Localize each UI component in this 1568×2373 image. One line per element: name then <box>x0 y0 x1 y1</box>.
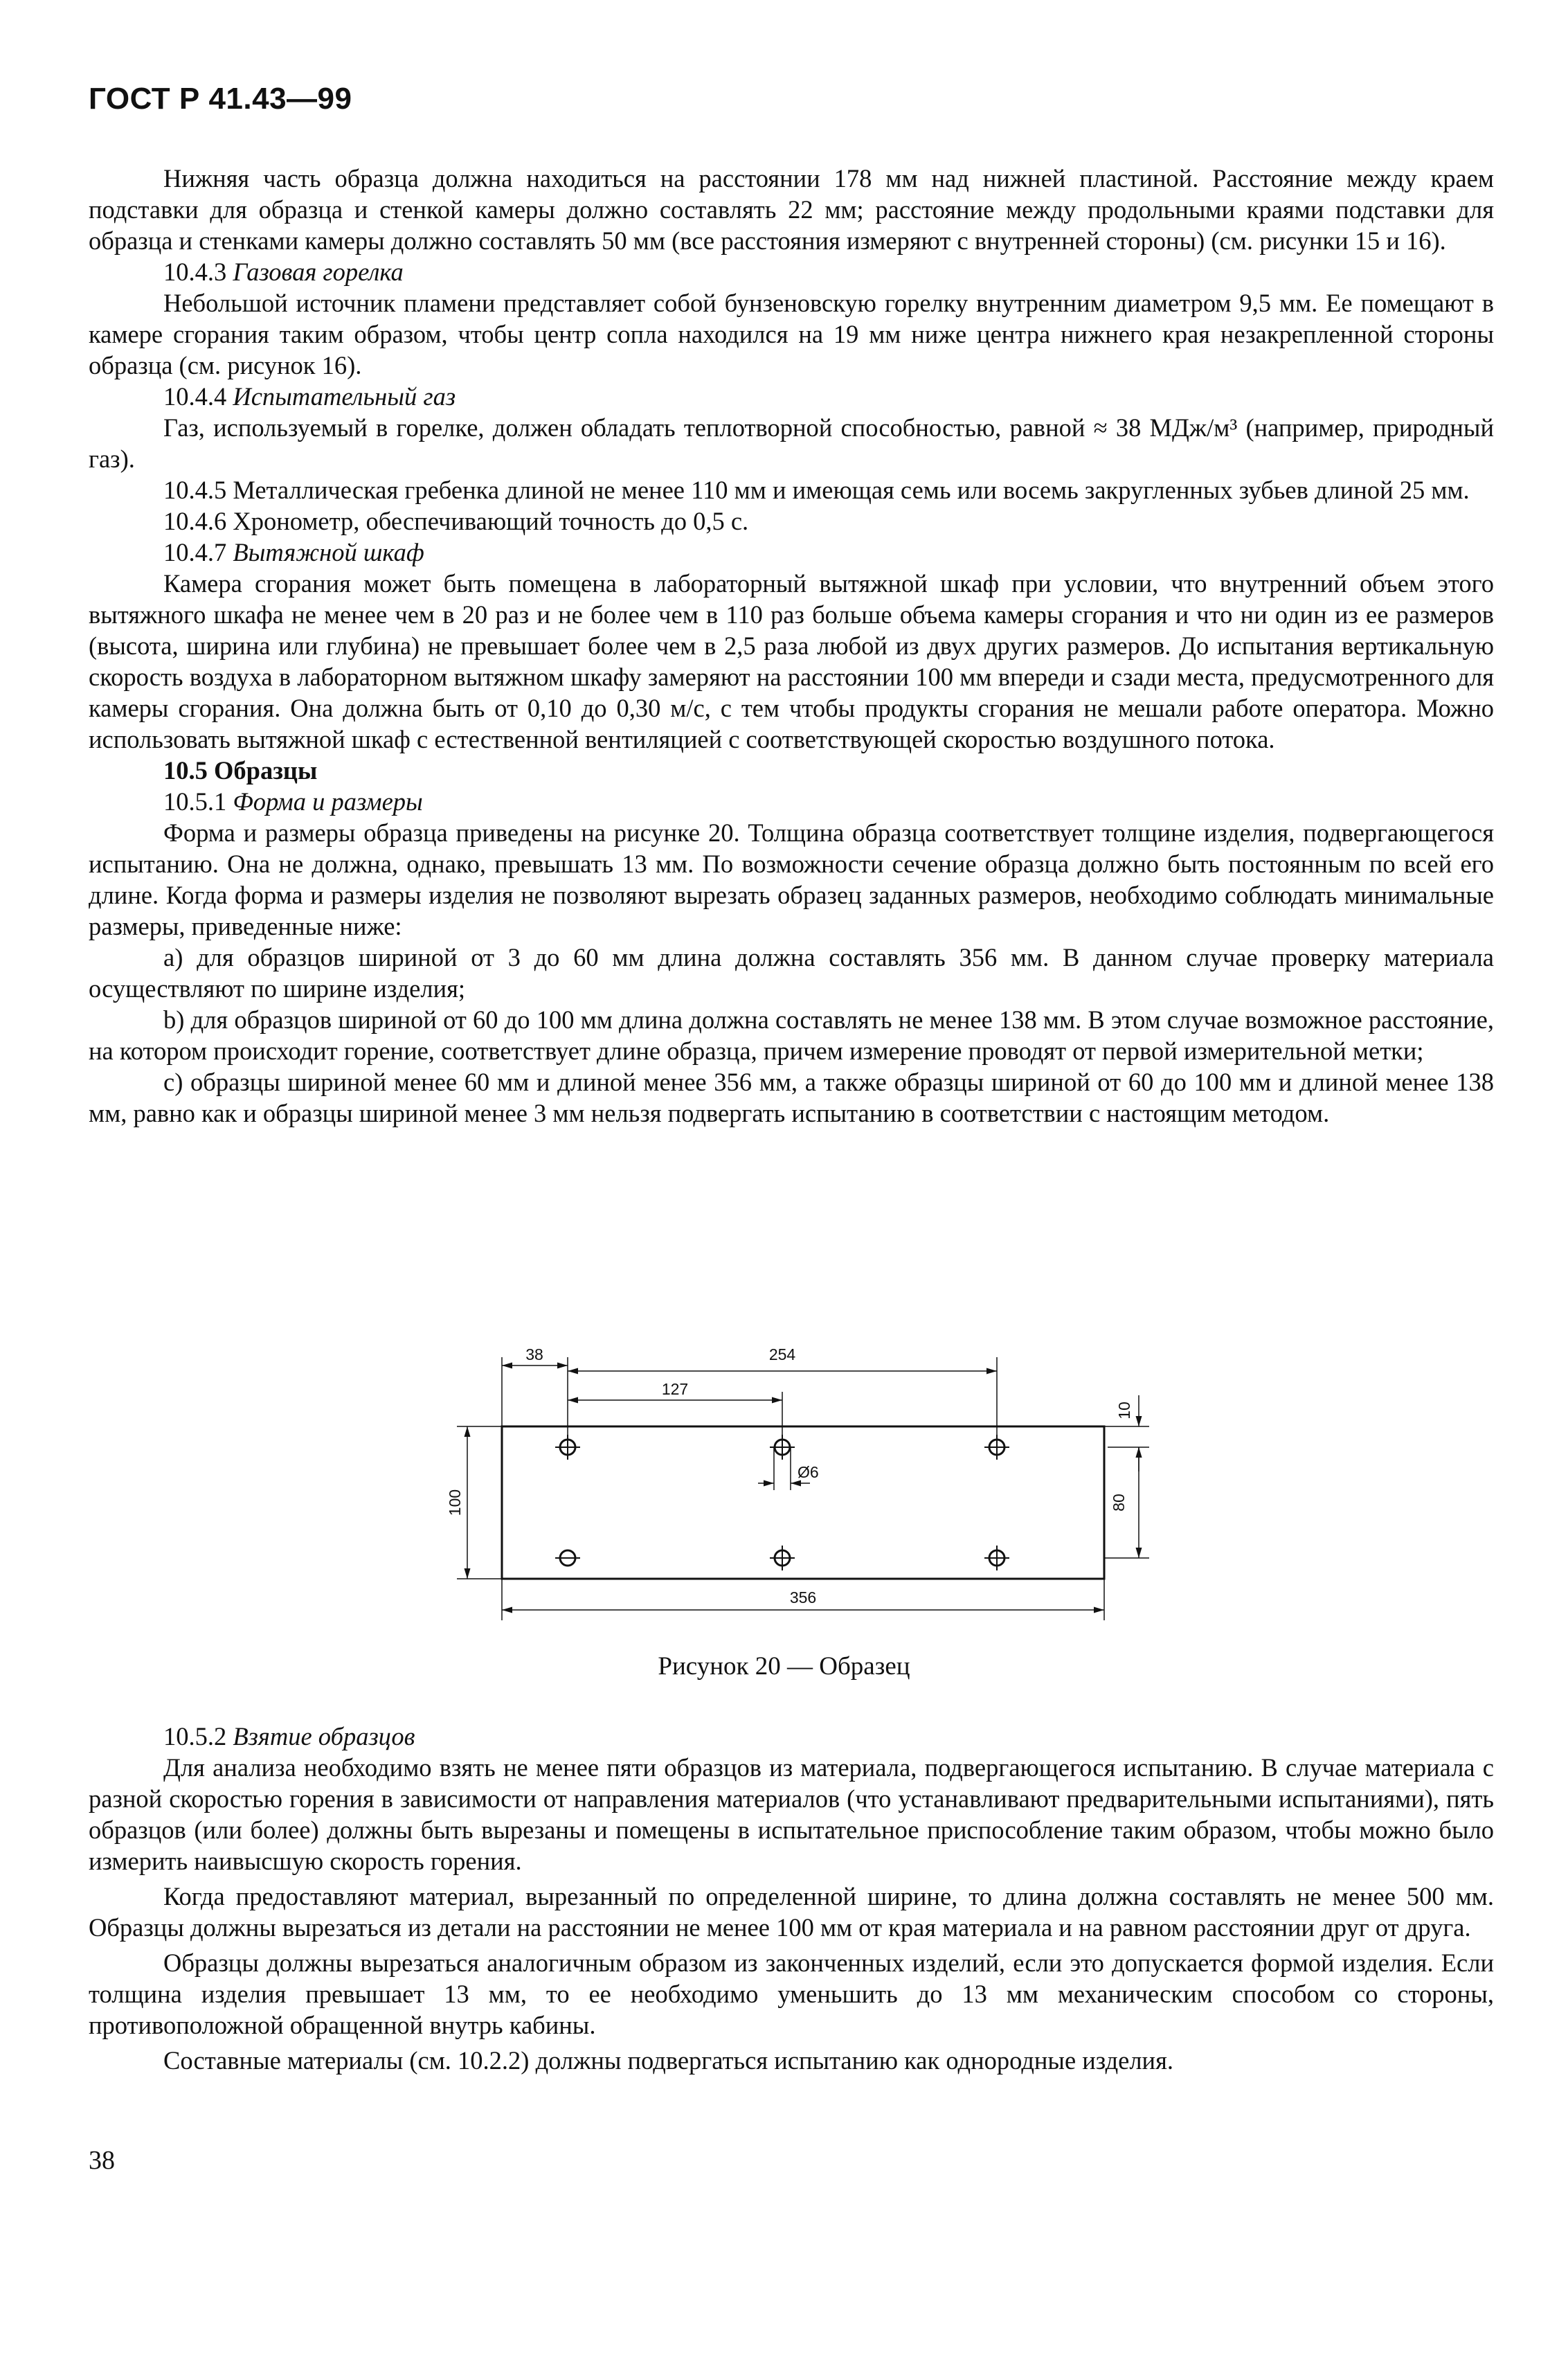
list-item-b: b) для образцов шириной от 60 до 100 мм длина должна составлять не менее 138 мм. В этом случае возможное расстояние, на котором происходит горение, соответствует длине образца, причем измерение проводят от первой измерительной метки; <box>89 1005 1494 1065</box>
lower-text-block <box>89 1721 1494 2076</box>
subheading-10-5-1 <box>89 786 1494 817</box>
dim-label-10: 10 <box>1115 1402 1133 1420</box>
list-item-c: c) образцы шириной менее 60 мм и длиной менее 356 мм, а также образцы шириной от 60 до 100 мм и длиной менее 138 мм, равно как и образцы шириной менее 3 мм нельзя подвергать испытанию в соответствии с настоящим методом. <box>89 1068 1494 1127</box>
paragraph-gas-burner: Небольшой источник пламени представляет собой бунзеновскую горелку внутренним диаметром 9,5 мм. Ее помещают в камере сгорания таким образом, чтобы центр сопла находился на 19 мм ниже центра нижнего края незакрепленной стороны образца (см. рисунок 16). <box>89 289 1494 379</box>
subheading-title: Форма и размеры <box>233 787 423 816</box>
subheading-title: Вытяжной шкаф <box>233 538 424 566</box>
paragraph-sampling-3: Образцы должны вырезаться аналогичным образом из законченных изделий, если это допускается формой изделия. Если толщина изделия превышает 13 мм, то ее необходимо уменьшить до 13 мм механическим способом со стороны, противоположной обращенной внутрь кабины. <box>89 1949 1494 2039</box>
subheading-10-4-3 <box>89 256 1494 287</box>
subheading-number: 10.4.3 <box>163 258 227 286</box>
hole-bottom-left <box>555 1550 580 1566</box>
hole-bottom-middle <box>770 1546 795 1570</box>
hole-bottom-right <box>984 1546 1009 1570</box>
dim-label-80: 80 <box>1110 1494 1128 1512</box>
paragraph-shape-size: Форма и размеры образца приведены на рисунке 20. Толщина образца соответствует толщине изделия, подвергающегося испытанию. Она не должна, однако, превышать 13 мм. По возможности сечение образца должно быть постоянным по всей его длине. Когда форма и размеры изделия не позволяют вырезать образец заданных размеров, необходимо соблюдать минимальные размеры, приведенные ниже: <box>89 818 1494 940</box>
subheading-number: 10.4.4 <box>163 382 227 411</box>
dim-label-hole: Ø6 <box>797 1463 819 1481</box>
figure-specimen-drawing <box>443 1329 1170 1641</box>
subheading-number: 10.5.1 <box>163 787 227 816</box>
subheading-title: Испытательный газ <box>233 382 456 411</box>
subheading-title: Взятие образцов <box>233 1722 415 1750</box>
dim-label-100: 100 <box>446 1489 464 1516</box>
specimen-drawing-svg <box>443 1329 1170 1641</box>
document-header: ГОСТ Р 41.43—99 <box>89 82 352 116</box>
list-item-a: a) для образцов шириной от 3 до 60 мм длина должна составлять 356 мм. В данном случае проверку материала осуществляют по ширине изделия; <box>89 943 1494 1003</box>
upper-text-block <box>89 163 1494 1129</box>
subheading-title: Газовая горелка <box>233 258 404 286</box>
hole-top-right <box>984 1435 1009 1460</box>
subheading-10-4-7 <box>89 537 1494 568</box>
subheading-number: 10.4.7 <box>163 538 227 566</box>
subheading-10-4-4 <box>89 381 1494 412</box>
section-heading-10-5: 10.5 Образцы <box>163 756 318 785</box>
paragraph-specimen-position: Нижняя часть образца должна находиться на расстоянии 178 мм над нижней пластиной. Расстояние между краем подставки для образца и стенкой камеры должно составлять 22 мм; расстояние между продольными краями подставки для образца и стенками камеры должно составлять 50 мм (все расстояния измеряют с внутренней стороны) (см. рисунки 15 и 16). <box>89 164 1494 255</box>
paragraph-sampling-4: Составные материалы (см. 10.2.2) должны подвергаться испытанию как однородные изделия. <box>163 2046 1174 2075</box>
subheading-number: 10.5.2 <box>163 1722 227 1750</box>
paragraph-metal-comb: 10.4.5 Металлическая гребенка длиной не менее 110 мм и имеющая семь или восемь закругленных зубьев длиной 25 мм. <box>163 476 1470 504</box>
page-number: 38 <box>89 2146 115 2175</box>
paragraph-chronometer: 10.4.6 Хронометр, обеспечивающий точность до 0,5 с. <box>163 507 749 535</box>
specimen-outline <box>502 1426 1104 1579</box>
dim-label-254: 254 <box>768 1345 796 1363</box>
paragraph-sampling-2: Когда предоставляют материал, вырезанный по определенной ширине, то длина должна составлять не менее 500 мм. Образцы должны вырезаться из детали на расстоянии не менее 100 мм от края материала и на равном расстоянии друг от друга. <box>89 1882 1494 1942</box>
dim-label-38: 38 <box>525 1345 543 1363</box>
dim-label-356: 356 <box>789 1588 817 1606</box>
subheading-10-5-2 <box>89 1721 1494 1752</box>
paragraph-sampling-1: Для анализа необходимо взять не менее пяти образцов из материала, подвергающегося испытанию. В случае материала с разной скоростью горения в зависимости от направления материалов (что устанавливают предварительными испытаниями), пять образцов (или более) должны быть вырезаны и помещены в испытательное приспособление таким образом, чтобы можно было измерить наивысшую скорость горения. <box>89 1753 1494 1875</box>
dim-label-127: 127 <box>661 1380 689 1398</box>
figure-caption: Рисунок 20 — Образец <box>658 1652 910 1681</box>
paragraph-fume-hood: Камера сгорания может быть помещена в лабораторный вытяжной шкаф при условии, что внутренний объем этого вытяжного шкафа не менее чем в 20 раз и не более чем в 110 раз больше объема камеры сгорания и что ни один из ее размеров (высота, ширина или глубина) не превышает более чем в 2,5 раза любой из двух других размеров. До испытания вертикальную скорость воздуха в лабораторном вытяжном шкафу замеряют на расстоянии 100 мм впереди и сзади места, предусмотренного для камеры сгорания. Она должна быть от 0,10 до 0,30 м/с, с тем чтобы продукты сгорания не мешали работе оператора. Можно использовать вытяжной шкаф с естественной вентиляцией с соответствующей скоростью воздушного потока. <box>89 569 1494 753</box>
hole-top-left <box>555 1435 580 1460</box>
paragraph-test-gas: Газ, используемый в горелке, должен обладать теплотворной способностью, равной ≈ 38 МДж/м³ (например, природный газ). <box>89 413 1494 473</box>
